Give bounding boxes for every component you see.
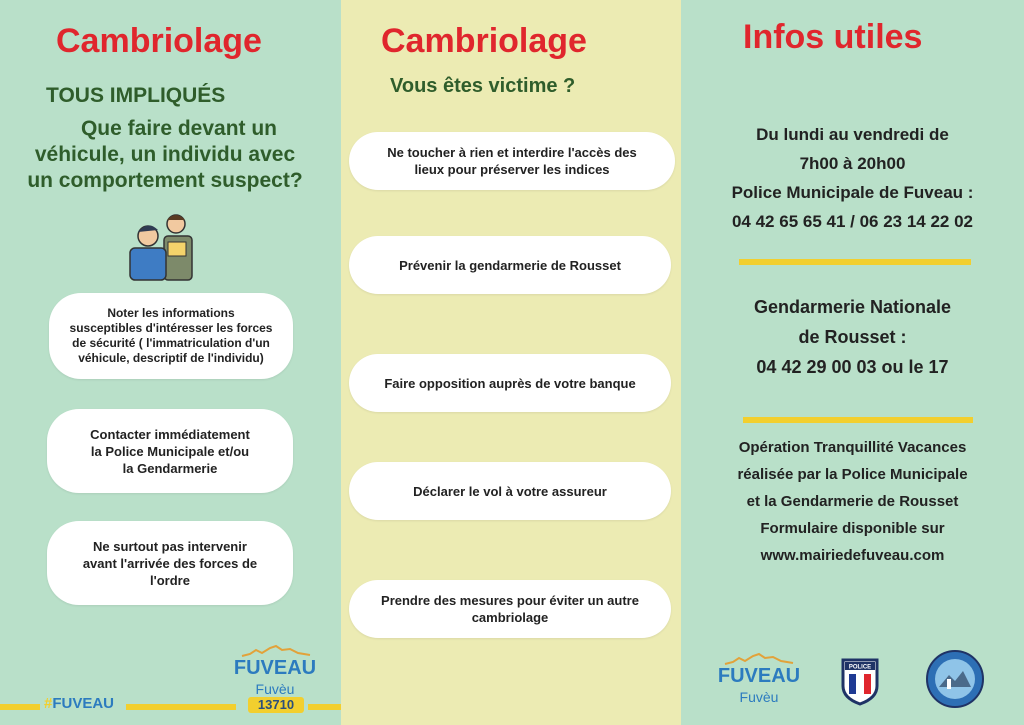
question-line: véhicule, un individu avec [34, 143, 296, 166]
yellow-divider [0, 704, 40, 710]
info-line: Opération Tranquillité Vacances [738, 439, 967, 456]
pill-line: susceptibles d'intéresser les forces [69, 321, 273, 335]
fuveau-logo-name: FUVEAU [717, 665, 801, 687]
info-line: Du lundi au vendredi de [756, 125, 949, 144]
pill-line: véhicule, descriptif de l'individu) [78, 351, 264, 365]
postal-code-badge: 13710 [248, 697, 304, 713]
fuveau-logo-sub: Fuvèu [255, 681, 295, 697]
column-tous-impliques [0, 0, 341, 725]
col1-question [0, 116, 330, 194]
pill-line: Prendre des mesures pour éviter un autre [381, 593, 639, 608]
col1-title: Cambriolage [56, 22, 262, 60]
pill-line: cambriolage [471, 610, 549, 625]
info-line: de Rousset : [798, 327, 907, 347]
col2-pill-ne-toucher [349, 132, 675, 190]
pill-line: Ne toucher à rien et interdire l'accès des [387, 145, 637, 160]
col1-heading: TOUS IMPLIQUÉS [46, 84, 226, 107]
col1-pill-no-intervene [47, 521, 293, 605]
column-infos-utiles [681, 0, 1024, 725]
pill-line: Déclarer le vol à votre assureur [413, 483, 607, 499]
pill-line: l'ordre [150, 572, 190, 588]
column-victime [341, 0, 681, 725]
pill-line: Prévenir la gendarmerie de Rousset [399, 257, 621, 273]
gendarmerie-nationale-seal-icon [925, 649, 985, 709]
fuveau-logo-name: FUVEAU [233, 657, 317, 679]
pill-line: Ne surtout pas intervenir [93, 538, 247, 554]
info-line: Formulaire disponible sur [760, 520, 945, 537]
tranquillite-block [681, 434, 1024, 569]
info-line: réalisée par la Police Municipale [737, 466, 968, 483]
col2-pill-prevenir [349, 236, 671, 294]
pill-line: Noter les informations [107, 306, 235, 320]
police-municipale-block [681, 120, 1024, 236]
website-link[interactable]: www.mairiedefuveau.com [760, 547, 945, 564]
pill-line: lieux pour préserver les indices [414, 162, 610, 177]
col1-pill-contact [47, 409, 293, 493]
police-municipale-badge-icon [839, 656, 881, 706]
fuveau-skyline-icon [240, 644, 312, 658]
pill-line: la Gendarmerie [122, 460, 218, 476]
info-line: Gendarmerie Nationale [753, 297, 952, 317]
svg-text:POLICE: POLICE [848, 664, 872, 671]
col2-pill-declarer [349, 462, 671, 520]
col2-title: Cambriolage [381, 22, 587, 60]
info-line: 7h00 à 20h00 [799, 154, 906, 173]
yellow-divider [308, 704, 341, 710]
yellow-divider [739, 259, 971, 265]
pill-line: Faire opposition auprès de votre banque [384, 375, 636, 391]
pill-line: avant l'arrivée des forces de [82, 555, 258, 571]
gendarmerie-block [681, 292, 1024, 382]
yellow-divider [126, 704, 236, 710]
col2-pill-opposition [349, 354, 671, 412]
question-line: un comportement suspect? [27, 169, 303, 192]
hashtag-fuveau: #FUVEAU [44, 695, 115, 712]
col3-title: Infos utiles [743, 18, 923, 56]
pill-line: Contacter immédiatement [90, 426, 250, 442]
hashtag-text: FUVEAU [52, 695, 115, 712]
yellow-divider [743, 417, 973, 423]
fuveau-skyline-icon [723, 652, 795, 666]
pill-line: la Police Municipale et/ou [90, 443, 250, 459]
question-line: Que faire devant un [80, 117, 278, 140]
info-line: et la Gendarmerie de Rousset [746, 493, 959, 510]
pill-line: de sécurité ( l'immatriculation d'un [72, 336, 270, 350]
col2-pill-mesures [349, 580, 671, 638]
officers-illustration-icon [126, 208, 202, 282]
info-line: Police Municipale de Fuveau : [731, 183, 974, 202]
info-line: 04 42 29 00 03 ou le 17 [756, 357, 949, 377]
info-line: 04 42 65 65 41 / 06 23 14 22 02 [731, 212, 974, 231]
col1-pill-note-info [49, 293, 293, 379]
fuveau-logo-sub: Fuvèu [739, 689, 779, 705]
col2-subtitle: Vous êtes victime ? [390, 75, 576, 97]
